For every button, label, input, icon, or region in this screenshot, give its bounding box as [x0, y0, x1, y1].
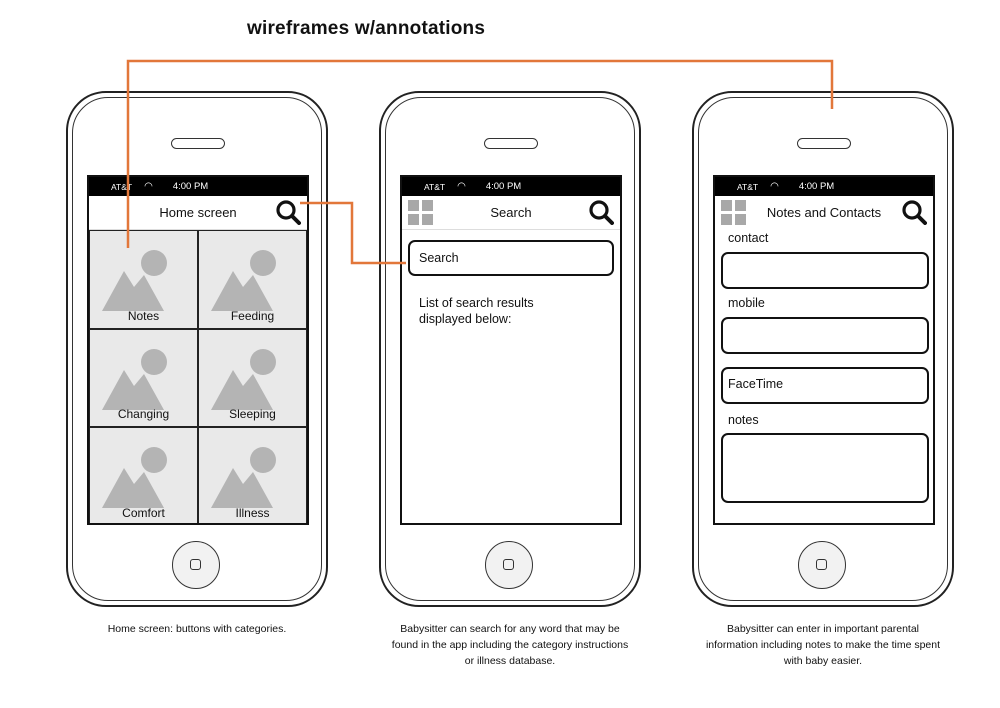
search-icon[interactable] — [588, 199, 614, 225]
phone-notes-contacts-screen — [692, 91, 954, 607]
caption-home: Home screen: buttons with categories. — [107, 623, 287, 635]
phone-home-screen — [66, 91, 328, 607]
wifi-icon: ◠ — [144, 181, 153, 192]
wifi-icon: ◠ — [770, 181, 779, 192]
contact-field[interactable] — [721, 252, 929, 289]
home-screen — [87, 175, 309, 525]
nav-bar — [89, 196, 307, 230]
mobile-label: mobile — [728, 296, 765, 310]
tile-label: Illness — [235, 505, 270, 520]
tile-label: Changing — [117, 407, 170, 422]
image-placeholder-icon — [207, 243, 279, 315]
tile-comfort[interactable] — [89, 427, 198, 525]
tile-label: Feeding — [230, 308, 275, 323]
search-icon[interactable] — [275, 199, 301, 225]
tile-label: Sleeping — [229, 407, 276, 422]
caption-search: Babysitter can search for any word that may be found in the app including the category instructions or illness database. — [391, 623, 629, 667]
carrier-label: AT&T — [111, 181, 133, 192]
nav-title: Search — [490, 205, 532, 220]
nav-bar — [402, 196, 620, 230]
speaker — [797, 138, 851, 149]
carrier-label: AT&T — [424, 181, 446, 192]
speaker — [484, 138, 538, 149]
status-time: 4:00 PM — [485, 181, 522, 192]
tile-illness[interactable] — [198, 427, 307, 525]
status-bar — [715, 177, 933, 196]
image-placeholder-icon — [207, 440, 279, 512]
tile-feeding[interactable] — [198, 230, 307, 329]
home-button[interactable] — [798, 541, 846, 589]
image-placeholder-icon — [98, 243, 170, 315]
speaker — [171, 138, 225, 149]
search-input[interactable]: Search — [408, 240, 614, 276]
home-square-icon — [816, 559, 827, 570]
home-square-icon — [503, 559, 514, 570]
tile-label: Notes — [127, 308, 160, 323]
status-bar — [402, 177, 620, 196]
notes-label: notes — [728, 413, 759, 427]
notes-field[interactable] — [721, 433, 929, 503]
tile-changing[interactable] — [89, 329, 198, 428]
search-screen — [400, 175, 622, 525]
nav-title: Home screen — [159, 205, 237, 220]
nav-bar — [715, 196, 933, 229]
home-square-icon — [190, 559, 201, 570]
phone-search-screen — [379, 91, 641, 607]
home-button[interactable] — [485, 541, 533, 589]
search-results-text: List of search results displayed below: — [419, 296, 534, 326]
tile-notes[interactable] — [89, 230, 198, 329]
image-placeholder-icon — [207, 342, 279, 414]
search-icon[interactable] — [901, 199, 927, 225]
tile-label: Comfort — [122, 505, 165, 520]
image-placeholder-icon — [98, 342, 170, 414]
notes-contacts-screen — [713, 175, 935, 525]
mobile-field[interactable] — [721, 317, 929, 354]
image-placeholder-icon — [98, 440, 170, 512]
status-time: 4:00 PM — [172, 181, 209, 192]
home-button[interactable] — [172, 541, 220, 589]
contact-label: contact — [728, 231, 769, 245]
carrier-label: AT&T — [737, 181, 759, 192]
facetime-field[interactable]: FaceTime — [721, 367, 929, 404]
wifi-icon: ◠ — [457, 181, 466, 192]
caption-notes: Babysitter can enter in important parental information including notes to make the time spent with baby easier. — [705, 623, 941, 667]
status-time: 4:00 PM — [798, 181, 835, 192]
tile-sleeping[interactable] — [198, 329, 307, 428]
category-grid — [89, 230, 307, 525]
nav-title: Notes and Contacts — [766, 205, 882, 220]
status-bar — [89, 177, 307, 196]
page-title: wireframes w/annotations — [247, 18, 486, 39]
